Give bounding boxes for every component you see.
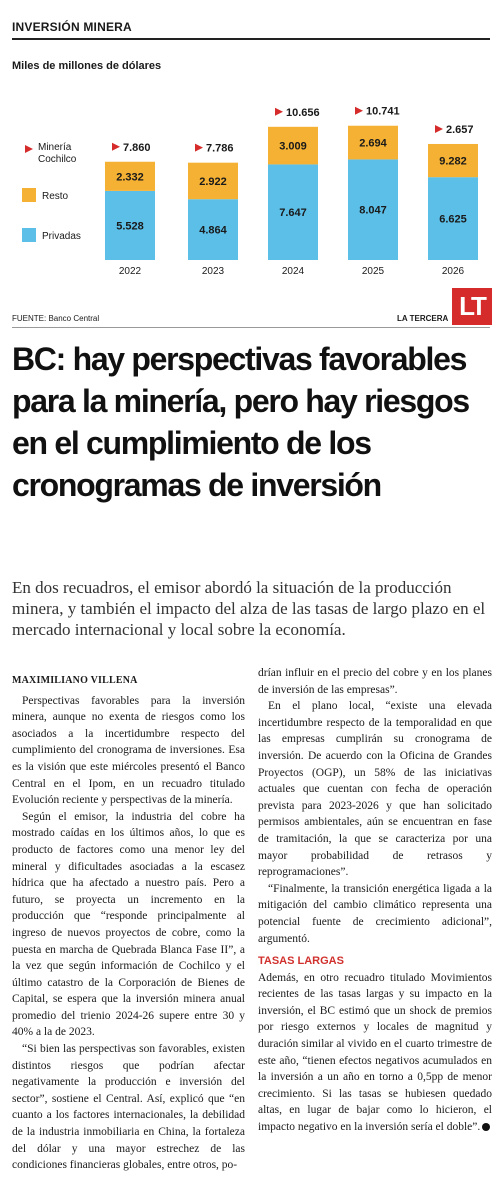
bar-label-resto: 2.694: [359, 137, 387, 150]
byline: MAXIMILIANO VILLENA: [12, 675, 138, 686]
legend-label-cochilco: Minería Cochilco: [38, 142, 77, 165]
final-paragraph-text: Además, en otro recuadro titulado Movimientos recientes de las tasas largas y su impacto en la inversión, el BC estimó que un shock de premios por riesgo externos y locales de magnitud y duración similar al vivido en el cuarto trimestre de este año, “tienen efectos negativos acumulados en la inversión a un año en torno a 0,5pp de menor crecimiento. Si las tasas se hubiesen quedado altas, en lugar de bajar como lo hicieron, el impacto negativo en la inversión sería el doble”.: [258, 971, 492, 1134]
deck: En dos recuadros, el emisor abordó la situación de la producción minera, y también el impacto del alza de las tasas de largo plazo en el mercado internacional y local sobre la economía.: [12, 578, 486, 639]
article-column-right: [258, 665, 492, 1136]
bar-label-privadas: 7.647: [279, 207, 307, 220]
la-tercera-logo: LT: [452, 288, 492, 325]
headline: BC: hay perspectivas favorables para la minería, pero hay riesgos en el cumplimiento de los cronogramas de inversión: [12, 341, 469, 503]
divider: [12, 327, 490, 328]
marker-triangle: [112, 143, 120, 151]
total-label: 7.860: [123, 141, 151, 154]
legend-swatch-privadas: [22, 228, 36, 242]
marker-triangle: [275, 108, 283, 116]
total-label: 10.741: [366, 105, 400, 118]
chart-title: Miles de millones de dólares: [12, 60, 162, 72]
bar-label-privadas: 8.047: [359, 204, 387, 217]
legend-label-resto: Resto: [42, 191, 69, 202]
investment-chart: [0, 40, 502, 300]
subhead: TASAS LARGAS: [258, 955, 344, 968]
paragraph: [258, 970, 492, 1136]
bar-label-privadas: 6.625: [439, 213, 467, 226]
bar-label-privadas: 4.864: [199, 224, 227, 237]
bar-label-privadas: 5.528: [116, 220, 144, 233]
brand-name: LA TERCERA: [397, 314, 449, 323]
bar-label-resto: 3.009: [279, 140, 307, 153]
bar-label-resto: 2.332: [116, 171, 144, 184]
article-column-left: [12, 673, 245, 1174]
marker-triangle: [435, 125, 443, 133]
paragraph: “Finalmente, la transición energética ligada a la mitigación del cambio climático representa una potencial fuente de crecimiento adicional”, argumentó.: [258, 882, 492, 945]
source-note: FUENTE: Banco Central: [12, 314, 100, 323]
marker-triangle: [355, 107, 363, 115]
x-tick-label: 2022: [118, 266, 142, 277]
marker-triangle: [195, 144, 203, 152]
paragraph: En el plano local, “existe una elevada incertidumbre respecto de la temporalidad en que las empresas cumplirán su cronograma de inversión. De acuerdo con la Oficina de Grandes Proyectos (OGP), un 58% de las iniciativas actuales que cuentan con fecha de operación prevista para 2023-2026 y que han solicitado permisos ambientales, aún se encuentran en fase de tramitación, la que se caracteriza por una mayor probabilidad de retrasos y reprogramaciones”.: [258, 700, 492, 879]
bar-label-resto: 9.282: [439, 155, 467, 168]
paragraph: Según el emisor, la industria del cobre ha mostrado caídas en los últimos años, lo que es producto de factores como una menor ley del mineral y dificultades asociadas a la escasez hídrica que ha afectado a nuestro país. Pero a futuro, se proyecta un incremento en la producción que “responde principalmente al ingreso de nuevos proyectos de cobre, como la puesta en marcha de Quebrada Blanca Fase II”, a la vez que según información de Cochilco y el último catastro de la Corporación de Bienes de Capital, se espera que la inversión minera anual promedio del trienio 2024-26 supere entre 30 y 40% a la de 2023.: [12, 810, 245, 1039]
x-tick-label: 2023: [201, 266, 225, 277]
total-label: 10.656: [286, 106, 320, 119]
total-label: 7.786: [206, 142, 234, 155]
chart-canvas: [0, 40, 502, 300]
total-label: 2.657: [446, 123, 474, 136]
x-tick-label: 2026: [441, 266, 465, 277]
paragraph: “Si bien las perspectivas son favorables, existen distintos riesgos que podrían afectar negativamente la producción e inversión del sector”, sostiene el Central. Así, explicó que “en cuanto a los factores internacionales, la debilidad de la industria inmobiliaria en China, la fortaleza del dólar y una mayor estrechez de las condiciones financieras globales, entre otros, po-: [12, 1043, 245, 1172]
x-tick-label: 2024: [281, 266, 305, 277]
paragraph: drían influir en el precio del cobre y en los planes de inversión de las empresas”.: [258, 667, 492, 696]
legend-swatch-resto: [22, 188, 36, 202]
section-label: INVERSIÓN MINERA: [12, 20, 132, 34]
legend-label-privadas: Privadas: [42, 231, 81, 242]
x-tick-label: 2025: [361, 266, 385, 277]
legend-marker-cochilco: [25, 145, 33, 153]
bar-label-resto: 2.922: [199, 175, 227, 188]
end-mark-icon: [482, 1123, 490, 1131]
paragraph: Perspectivas favorables para la inversión minera, aunque no exenta de riesgos como los asociados a la incertidumbre respecto del cumplimiento del cronograma de inversiones. Esa es la visión que este miércoles presentó el Banco Central en el Ipom, en un recuadro titulado Evolución reciente y perspectivas de la minería.: [12, 694, 245, 807]
